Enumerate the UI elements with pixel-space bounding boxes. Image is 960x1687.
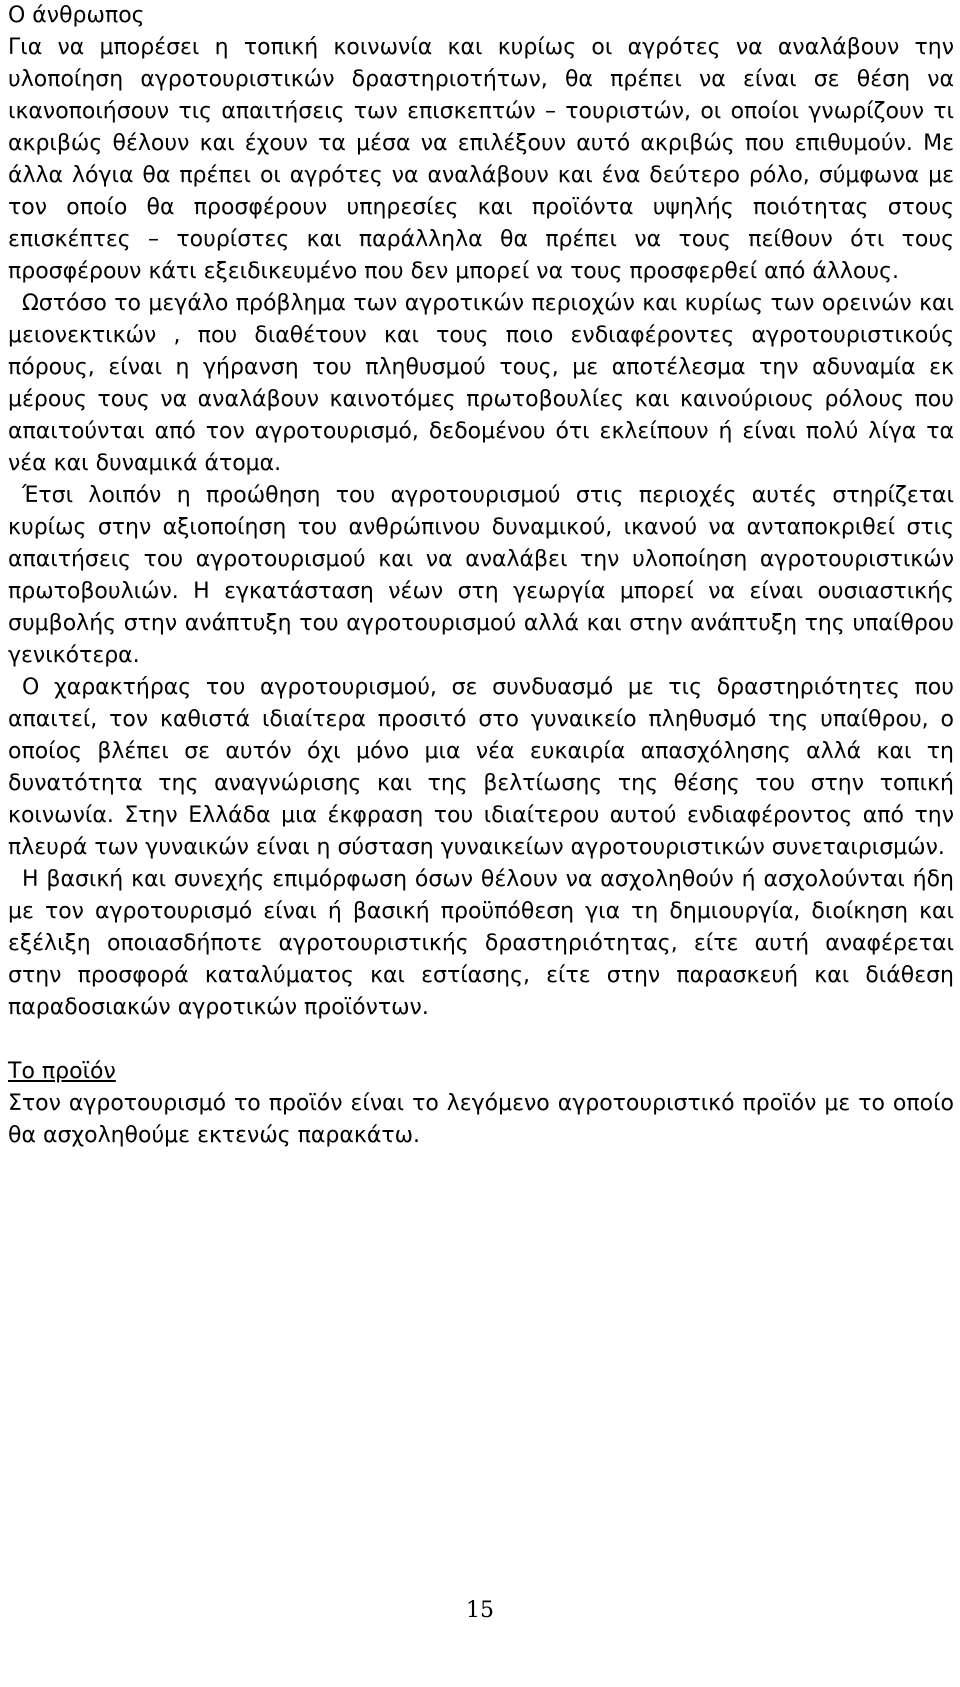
paragraph: Η βασική και συνεχής επιμόρφωση όσων θέλουν να ασχοληθούν ή ασχολούνται ήδη με τον αγροτουρισμό είναι ή βασική προϋπόθεση για τη δημιουργία, διοίκηση και εξέλιξη οποιασδήποτε αγροτουριστικής δραστηριότητας, είτε αυτή αναφέρεται στην προσφορά καταλύματος και εστίασης, είτε στην παρασκευή και διάθεση παραδοσιακών αγροτικών προϊόντων.	[8, 867, 954, 1020]
page-number: 15	[466, 1598, 494, 1623]
paragraph: Ο χαρακτήρας του αγροτουρισμού, σε συνδυασμό με τις δραστηριότητες που απαιτεί, τον καθιστά ιδιαίτερα προσιτό στο γυναικείο πληθυσμό της υπαίθρου, ο οποίος βλέπει σε αυτόν όχι μόνο μια νέα ευκαιρία απασχόλησης αλλά και τη δυνατότητα της αναγνώρισης και της βελτίωσης της θέσης του στην τοπική κοινωνία. Στην Ελλάδα μια έκφραση του ιδιαίτερου αυτού ενδιαφέροντος από την πλευρά των γυναικών είναι η σύσταση γυναικείων αγροτουριστικών συνεταιρισμών.	[8, 675, 954, 860]
section-heading: Ο άνθρωπος	[8, 3, 145, 28]
section-human	[8, 0, 954, 1024]
section-heading: Το προϊόν	[8, 1059, 116, 1084]
section-product	[8, 1056, 954, 1152]
paragraph: Στον αγροτουρισμό το προϊόν είναι το λεγόμενο αγροτουριστικό προϊόν με το οποίο θα ασχοληθούμε εκτενώς παρακάτω.	[8, 1091, 954, 1148]
blank-line	[8, 1024, 954, 1056]
document-page	[8, 0, 954, 1152]
paragraph: Για να μπορέσει η τοπική κοινωνία και κυρίως οι αγρότες να αναλάβουν την υλοποίηση αγροτουριστικών δραστηριοτήτων, θα πρέπει να είναι σε θέση να ικανοποιήσουν τις απαιτήσεις των επισκεπτών – τουριστών, οι οποίοι γνωρίζουν τι ακριβώς θέλουν και έχουν τα μέσα να επιλέξουν αυτό ακριβώς που επιθυμούν. Με άλλα λόγια θα πρέπει οι αγρότες να αναλάβουν και ένα δεύτερο ρόλο, σύμφωνα με τον οποίο θα προσφέρουν υπηρεσίες και προϊόντα υψηλής ποιότητας στους επισκέπτες – τουρίστες και παράλληλα θα πρέπει να τους πείθουν ότι τους προσφέρουν κάτι εξειδικευμένο που δεν μπορεί να τους προσφερθεί από άλλους.	[8, 35, 954, 284]
paragraph: Ωστόσο το μεγάλο πρόβλημα των αγροτικών περιοχών και κυρίως των ορεινών και μειονεκτικών , που διαθέτουν και τους ποιο ενδιαφέροντες αγροτουριστικούς πόρους, είναι η γήρανση του πληθυσμού τους, με αποτέλεσμα την αδυναμία εκ μέρους τους να αναλάβουν καινοτόμες πρωτοβουλίες και καινούριους ρόλους που απαιτούνται από τον αγροτουρισμό, δεδομένου ότι εκλείπουν ή είναι πολύ λίγα τα νέα και δυναμικά άτομα.	[8, 291, 954, 476]
paragraph: Έτσι λοιπόν η προώθηση του αγροτουρισμού στις περιοχές αυτές στηρίζεται κυρίως στην αξιοποίηση του ανθρώπινου δυναμικού, ικανού να ανταποκριθεί στις απαιτήσεις του αγροτουρισμού και να αναλάβει την υλοποίηση αγροτουριστικών πρωτοβουλιών. Η εγκατάσταση νέων στη γεωργία μπορεί να είναι ουσιαστικής συμβολής στην ανάπτυξη του αγροτουρισμού αλλά και στην ανάπτυξη της υπαίθρου γενικότερα.	[8, 483, 954, 668]
